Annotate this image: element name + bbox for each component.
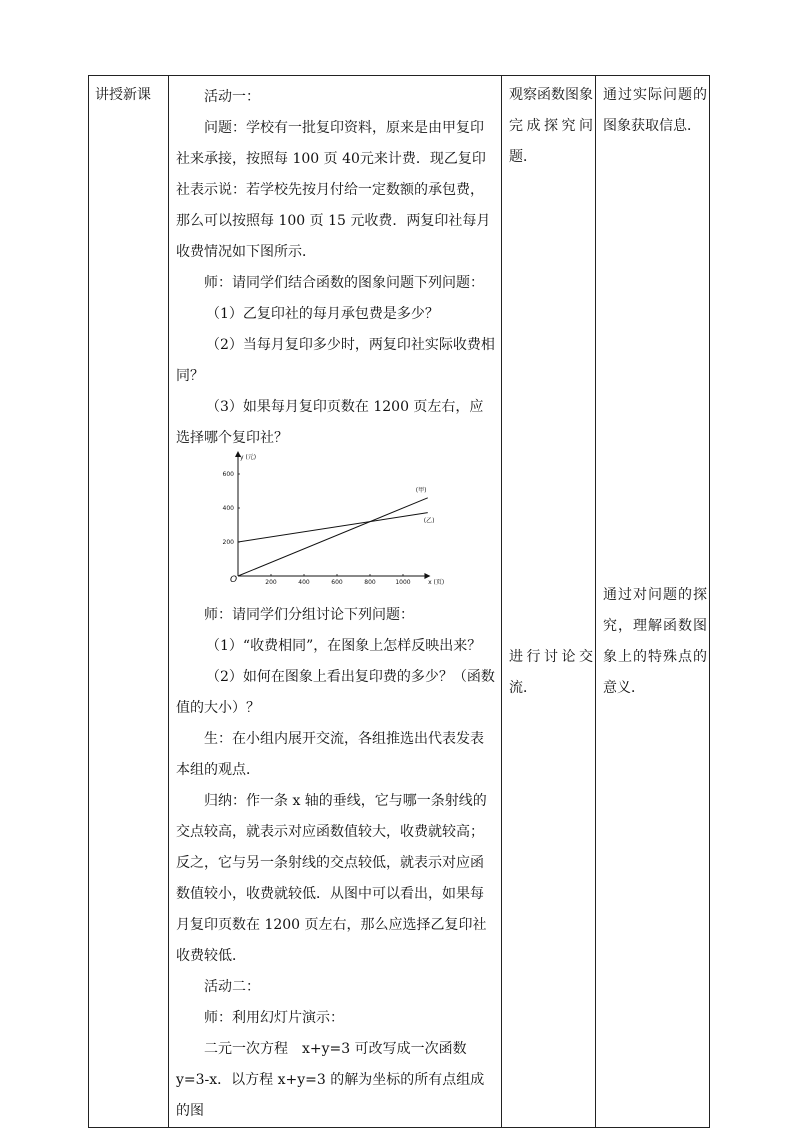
- activity2-title: 活动二：: [204, 979, 260, 995]
- x-tick-label: 400: [298, 579, 310, 586]
- question-1: （1）乙复印社的每月承包费是多少？: [206, 306, 439, 322]
- y-tick-label: 400: [222, 505, 234, 512]
- question-3: （3）如果每月复印页数在 1200 页左右，应选择哪个复印社？: [176, 399, 484, 446]
- design-intent-cell: [596, 76, 710, 1128]
- group-question-2: （2）如何在图象上看出复印费的多少？（函数值的大小）？: [176, 669, 495, 716]
- y-tick-label: 600: [222, 471, 234, 478]
- x-tick-label: 200: [265, 579, 277, 586]
- fee-chart: [216, 454, 495, 596]
- series-label: (乙): [423, 517, 435, 525]
- problem-text: 问题：学校有一批复印资料，原来是由甲复印社来承接，按照每 100 页 40元来计费．现乙复印社表示说：若学校先按月付给一定数额的承包费，那么可以按照每 100 页 15 元收费．两复印社每月收费情况如下图所示．: [176, 120, 491, 260]
- summary-text: 归纳：作一条 x 轴的垂线，它与哪一条射线的交点较高，就表示对应函数值较大，收费就较高；反之，它与另一条射线的交点较低，就表示对应函数值较小，收费就较低．从图中可以看出，如果每月复印页数在 1200 页左右，那么应选择乙复印社收费较低．: [176, 793, 487, 964]
- series-line: [238, 513, 428, 542]
- lesson-table: [88, 75, 710, 1128]
- group-question-1: （1）“收费相同”，在图象上怎样反映出来？: [206, 638, 482, 654]
- x-tick-label: 1000: [395, 579, 411, 586]
- student-response: 生：在小组内展开交流，各组推选出代表发表本组的观点．: [176, 731, 484, 778]
- student-note-2: 进行讨论交流．: [509, 649, 593, 696]
- intent-note-2: 通过对问题的探究，理解函数图象上的特殊点的意义．: [603, 587, 707, 696]
- y-tick-label: 200: [222, 539, 234, 546]
- teacher-group-prompt: 师：请同学们分组讨论下列问题：: [204, 607, 414, 623]
- section-label-cell: [89, 76, 169, 1128]
- student-activity-cell: [502, 76, 596, 1128]
- fee-chart-svg: [216, 454, 456, 594]
- x-axis-label: x (页): [428, 579, 445, 586]
- equation-text: 二元一次方程 x+y=3 可改写成一次函数 y=3-x．以方程 x+y=3 的解为坐标的所有点组成的图: [176, 1041, 485, 1119]
- teacher-slide: 师：利用幻灯片演示：: [204, 1010, 344, 1026]
- section-label: 讲授新课: [95, 87, 151, 103]
- teacher-question: 师：请同学们结合函数的图象问题下列问题：: [204, 275, 484, 291]
- main-content-cell: [169, 76, 502, 1128]
- intent-note-1: 通过实际问题的图象获取信息．: [603, 87, 707, 134]
- origin-label: O: [230, 575, 238, 585]
- y-axis-label: y (元): [240, 454, 257, 461]
- question-2: （2）当每月复印多少时，两复印社实际收费相同？: [176, 337, 495, 384]
- series-label: (甲): [415, 486, 427, 494]
- activity1-title: 活动一：: [204, 89, 260, 105]
- series-line: [238, 498, 428, 576]
- student-note-1: 观察函数图象完成探究问题．: [509, 87, 593, 165]
- x-tick-label: 600: [331, 579, 343, 586]
- x-tick-label: 800: [364, 579, 376, 586]
